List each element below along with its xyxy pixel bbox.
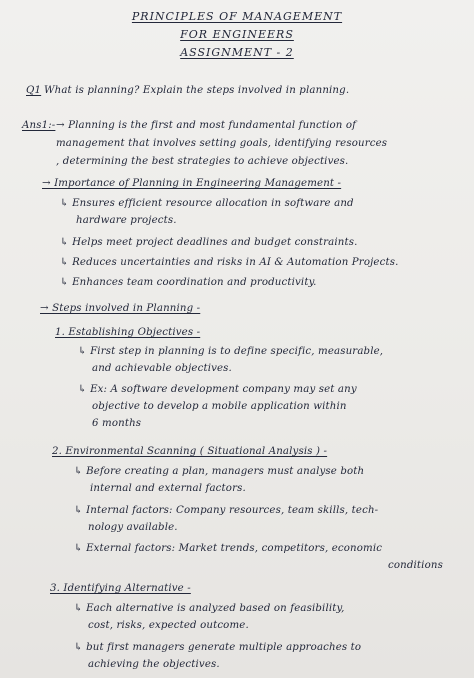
step-2-line-2: internal and external factors. bbox=[90, 483, 246, 494]
step-3-title: 3. Identifying Alternative - bbox=[50, 583, 191, 594]
importance-bullet-1: ↳ Ensures efficient resource allocation in software and bbox=[60, 198, 354, 209]
importance-bullet-1-cont: hardware projects. bbox=[76, 215, 177, 226]
step-1-line-1: ↳ First step in planning is to define specific, measurable, bbox=[78, 346, 384, 357]
importance-heading: → Importance of Planning in Engineering Management - bbox=[42, 178, 342, 189]
step-2-line-6: conditions bbox=[388, 560, 443, 571]
step-2-line-1: ↳ Before creating a plan, managers must analyse both bbox=[74, 466, 365, 477]
step-3-line-3: ↳ but first managers generate multiple approaches to bbox=[74, 642, 362, 653]
importance-bullet-2: ↳ Helps meet project deadlines and budget constraints. bbox=[60, 237, 358, 248]
assignment-title: ASSIGNMENT - 2 bbox=[180, 46, 294, 59]
step-2-line-4: nology available. bbox=[88, 522, 178, 533]
course-subtitle: FOR ENGINEERS bbox=[180, 28, 294, 41]
question-text: What is planning? Explain the steps involved in planning. bbox=[44, 85, 350, 96]
step-1-line-4: objective to develop a mobile application within bbox=[92, 401, 347, 412]
course-title: PRINCIPLES OF MANAGEMENT bbox=[131, 10, 343, 23]
answer-label: Ans1:- bbox=[22, 120, 56, 131]
answer-line-3: , determining the best strategies to achieve objectives. bbox=[56, 156, 349, 167]
step-1-title: 1. Establishing Objectives - bbox=[55, 327, 201, 338]
step-2-title: 2. Environmental Scanning ( Situational Analysis ) - bbox=[52, 446, 328, 457]
step-1-line-2: and achievable objectives. bbox=[92, 363, 232, 374]
step-1-line-3: ↳ Ex: A software development company may set any bbox=[78, 384, 357, 395]
importance-bullet-3: ↳ Reduces uncertainties and risks in AI & Automation Projects. bbox=[60, 257, 399, 268]
step-3-line-1: ↳ Each alternative is analyzed based on feasibility, bbox=[74, 603, 345, 614]
step-2-line-5: ↳ External factors: Market trends, competitors, economic bbox=[74, 543, 383, 554]
step-3-line-4: achieving the objectives. bbox=[88, 659, 220, 670]
importance-bullet-4: ↳ Enhances team coordination and productivity. bbox=[60, 277, 317, 288]
step-2-line-3: ↳ Internal factors: Company resources, team skills, tech- bbox=[74, 505, 379, 516]
steps-heading: → Steps involved in Planning - bbox=[40, 303, 201, 314]
answer-line-1: → Planning is the first and most fundamental function of bbox=[56, 120, 357, 131]
step-3-line-2: cost, risks, expected outcome. bbox=[88, 620, 249, 631]
step-1-line-5: 6 months bbox=[92, 418, 142, 429]
question-label: Q1 bbox=[26, 85, 42, 96]
answer-line-2: management that involves setting goals, identifying resources bbox=[56, 138, 388, 149]
